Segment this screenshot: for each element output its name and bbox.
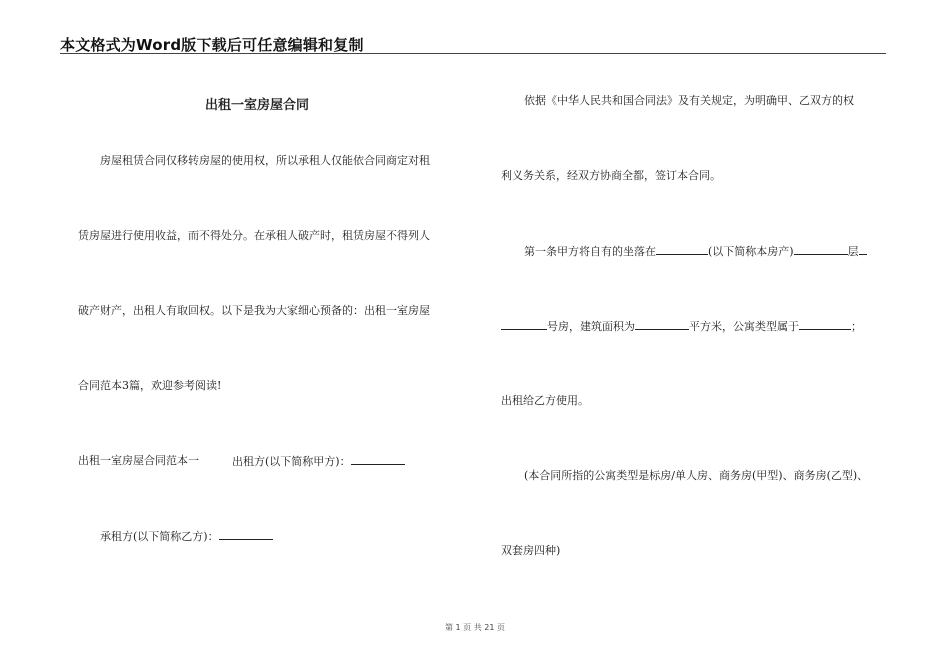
floor-blank — [859, 244, 867, 255]
page-number: 第 1 页 共 21 页 — [445, 623, 505, 632]
basis-line-2: 利义务关系，经双方协商全都，签订本合同。 — [501, 169, 721, 182]
article-1-line-1 — [524, 244, 867, 259]
area-blank — [635, 319, 689, 330]
basis-line-1: 依据《中华人民共和国合同法》及有关规定，为明确甲、乙双方的权 — [524, 94, 854, 107]
intro-line-2: 赁房屋进行使用收益，而不得处分。在承租人破产时，租赁房屋不得列人 — [78, 229, 430, 242]
sample-heading: 出租一室房屋合同范本一 — [78, 454, 199, 467]
note-line-1: (本合同所指的公寓类型是标房/单人房、商务房(甲型)、商务房(乙型)、 — [524, 469, 869, 482]
lessee-blank — [219, 529, 273, 540]
lessee-field — [100, 529, 273, 544]
intro-line-3: 破产财产，出租人有取回权。以下是我为大家细心预备的：出租一室房屋 — [78, 304, 430, 317]
download-banner: 本文格式为Word版下载后可任意编辑和复制 — [60, 36, 364, 54]
header-divider — [60, 53, 886, 54]
article-1-text-d: 号房，建筑面积为 — [547, 320, 635, 333]
note-line-2: 双套房四种) — [501, 544, 561, 557]
article-1-text-e: 平方米，公寓类型属于 — [689, 320, 799, 333]
lessor-label: 出租方(以下简称甲方)： — [232, 455, 351, 468]
lessee-label: 承租方(以下简称乙方)： — [100, 530, 219, 543]
lessor-field — [232, 454, 405, 469]
article-1-line-2 — [501, 319, 862, 334]
article-1-text-a: 第一条甲方将自有的坐落在 — [524, 245, 656, 258]
location-blank — [656, 244, 708, 255]
intro-line-1: 房屋租赁合同仅移转房屋的使用权，所以承租人仅能依合同商定对租 — [100, 154, 430, 167]
article-1-text-c: 层 — [847, 245, 859, 258]
article-1-line-3: 出租给乙方使用。 — [501, 394, 589, 407]
article-1-text-f: ； — [851, 320, 862, 333]
apartment-type-blank — [799, 319, 851, 330]
room-number-blank — [501, 319, 547, 330]
article-1-text-b: (以下简称本房产) — [708, 245, 794, 258]
lessor-blank — [351, 454, 405, 465]
building-blank — [794, 244, 848, 255]
intro-line-4: 合同范本3篇，欢迎参考阅读! — [78, 379, 222, 392]
document-title: 出租一室房屋合同 — [205, 98, 310, 113]
